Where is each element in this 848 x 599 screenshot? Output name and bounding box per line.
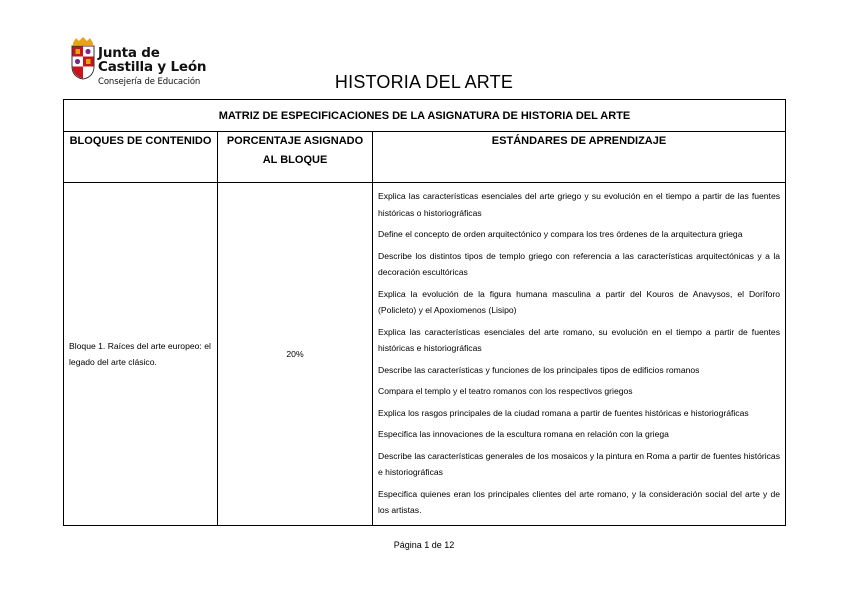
standard-item: Describe las características y funciones de los principales tipos de edificios romanos: [378, 364, 700, 375]
standard-item: Especifica las innovaciones de la escultura romana en relación con la griega: [378, 429, 669, 439]
standard-item: Define el concepto de orden arquitectónico y compara los tres órdenes de la arquitectura griega: [378, 229, 743, 239]
standard-item: Describe las características generales de los mosaicos y la pintura en Roma a partir de fuentes históricas e historiográficas: [378, 450, 781, 477]
standards-cell: [373, 183, 786, 526]
standard-item: Explica la evolución de la figura humana masculina a partir del Kouros de Anavysos, el Doríforo (Policleto) y el Apoxiomenos (Lisipo): [378, 288, 781, 315]
column-header-percentage: [218, 132, 373, 183]
logo-line-junta: Junta de: [98, 45, 160, 61]
standard-item: Compara el templo y el teatro romanos con los respectivos griegos: [378, 386, 633, 396]
specifications-matrix-table: [63, 99, 786, 526]
standard-item: Especifica quienes eran los principales clientes del arte romano, y la consideración social del arte y de los artistas.: [378, 488, 781, 515]
standard-item: Explica los rasgos principales de la ciudad romana a partir de fuentes históricas e historiográficas: [378, 407, 749, 418]
document-title: HISTORIA DEL ARTE: [334, 72, 514, 92]
block-cell: Bloque 1. Raíces del arte europeo: el legado del arte clásico.: [64, 183, 218, 526]
table-row: [64, 183, 786, 526]
column-header-percentage-line2: AL BLOQUE: [262, 154, 328, 166]
column-header-blocks: BLOQUES DE CONTENIDO: [64, 132, 218, 183]
logo-line-castilla: Castilla y León: [98, 59, 207, 75]
standard-item: Explica las características esenciales del arte griego y su evolución en el tiempo a partir de las fuentes históricas o historiográficas: [378, 191, 781, 218]
page-number: Página 1 de 12: [393, 540, 455, 550]
standard-item: Describe los distintos tipos de templo griego con referencia a las características arquitectónicas y a la decoración escultóricas: [378, 250, 781, 277]
column-header-percentage-line1: PORCENTAJE ASIGNADO: [226, 135, 364, 147]
column-header-standards: ESTÁNDARES DE APRENDIZAJE: [373, 132, 786, 183]
percentage-cell: 20%: [218, 183, 373, 526]
matrix-title: MATRIZ DE ESPECIFICACIONES DE LA ASIGNATURA DE HISTORIA DEL ARTE: [64, 100, 786, 132]
logo-line-consejeria: Consejería de Educación: [98, 77, 201, 87]
standard-item: Explica las características esenciales del arte romano, su evolución en el tiempo a partir de fuentes históricas e historiográficas: [378, 326, 781, 353]
